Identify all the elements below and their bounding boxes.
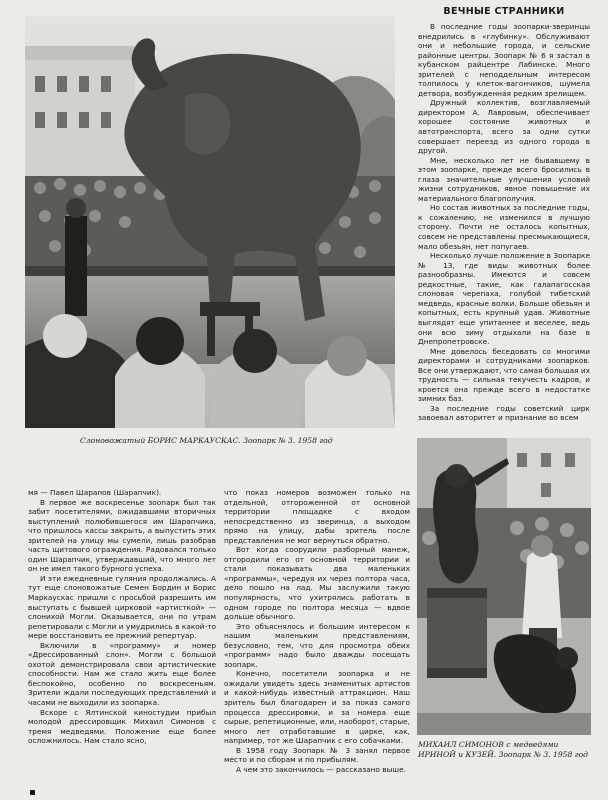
paragraph: Это объяснялось и большим интересом к нашим маленьким представлениям, безусловно, тем, что для просмотра обеих «программ» надо было дважды посещать зоопарк. — [224, 621, 410, 669]
section-title: ВЕЧНЫЕ СТРАННИКИ — [443, 6, 565, 17]
elephant-photo — [25, 16, 395, 428]
paragraph: В первое же воскресенье зоопарк был так забит посетителями, ожидавшими вторичных выступлений полюбившегося им Шарапчика, что пришлось кассы закрыть, а выпустить этих зрителей на улицу мы сумели, лишь разобрав часть щитового ограждения. Радовался только один Шарапчик, утверждавший, что много лет он не имел такого бурного успеха. — [28, 497, 216, 574]
paragraph: Мне, несколько лет не бывавшему в этом зоопарке, прежде всего бросились в глаза значительные улучшения условий жизни сотрудников, явное повышение их материального благополучия. — [418, 155, 590, 203]
paragraph: В последние годы зоопарки-зверинцы внедрились в «глубинку». Обслуживают они и небольшие города, и сельские районные центры. Зоопарк № 6 я застал в кубанском райцентре Лабинске. Много зрителей с неподдельным интересом толпилось у клеток-вагончиков, шумела детвора, возбужденная редким зрелищем. — [418, 22, 590, 98]
paragraph: И эти ежедневные гуляния продолжались. А тут еще слоновожатые Семен Бордин и Борис Маркаускас пришли с просьбой разрешить им выступать с бывшей цирковой «артисткой» — слонихой Могли. Оказывается, они по утрам репетировали с Могли и умудрились в какой-то мере восстановить ее прежний репертуар. — [28, 573, 216, 641]
elephant-photo-illustration — [25, 16, 395, 428]
lower-text-column-middle — [224, 488, 410, 774]
page-marker — [30, 790, 35, 795]
paragraph: А чем это закончилось — рассказано выше. — [236, 764, 406, 774]
right-text-column — [418, 22, 590, 423]
paragraph: Конечно, посетители зоопарка и не ожидали увидеть здесь знаменитых артистов и какой-нибудь известный аттракцион. Наш зритель был благодарен и за показ самого процесса дрессировки, и за номера еще сырые, репетиционные, или, наоборот, старые, много лет отработавшие в цирке, как, например, тот же Шарапчик с его собачками. — [224, 669, 410, 746]
paragraph: что показ номеров возможен только на отдельной, отгороженной от основной территории площадке с входом непосредственно из зверинца, а выходом прямо на улицу, дабы зритель после представления не мог вернуться обратно. — [224, 488, 410, 545]
paragraph: В 1958 году Зоопарк № 3 занял первое место и по сборам и по прибылям. — [224, 745, 410, 765]
paragraph: Вот когда соорудили разборный манеж, отгородили его от основной территории и стали показывать два маленьких «программы», чередуя их через полтора часа, дело пошло на лад. Мы заслужили такую популярность, что ухитрялись работать в одном городе по полтора месяца — вдвое дольше обычного. — [224, 545, 410, 622]
bears-photo-caption: МИХАИЛ СИМОНОВ с медведями ИРИНОЙ и КУЗЕЙ. Зоопарк № 3. 1958 год — [418, 740, 588, 759]
paragraph: Вскоре с Ялтинской киностудии прибыл молодой дрессировщик Михаил Симонов с тремя медведями. Положение еще более осложнилось. Нам стало ясно, — [28, 707, 216, 746]
elephant-photo-caption: Слоновожатый БОРИС МАРКАУСКАС. Зоопарк № 3. 1958 год — [80, 436, 333, 445]
paragraph: Несколько лучше положение в Зоопарке № 13, где виды животных более разнообразны. Имеются и совсем редкостные, такие, как галапагосская слоновая черепаха, голубой тибетский медведь, красные волки. Больше обезьян и копытных, есть крупный удав. Животные выглядят еще упитаннее и веселее, ведь они всю зиму отдыхали на базе в Днепропетровске. — [418, 251, 590, 347]
lower-text-column-left — [28, 488, 216, 746]
bears-photo — [417, 438, 591, 735]
paragraph: Мне довелось беседовать со многими директорами и сотрудниками зоопарков. Все они утверждают, что самая большая их трудность — сильная текучесть кадров, и кроется она прежде всего в недостатке зимних баз. — [418, 346, 590, 404]
paragraph: Включили в «программу» и номер «Дрессированный слон». Могли с большой охотой демонстрировала свои артистические способности. Нам же стало жить еще более беспокойно, особенно по воскресеньям. Зрители ждали последующих представлений и часами не выходили из зоопарка. — [28, 640, 216, 708]
bears-photo-illustration — [417, 438, 591, 735]
paragraph: Но состав животных за последние годы, к сожалению, не изменился в лучшую сторону. Почти не осталось копытных, совсем не представлены пресмыкающиеся, мало обезьян, нет попугаев. — [418, 203, 590, 251]
paragraph: мя — Павел Шарапов (Шарапчик). — [28, 488, 162, 497]
paragraph: Дружный коллектив, возглавляемый директором А. Лавровым, обеспечивает хорошее состояние животных и автотранспорта, всего за одни сутки совершает переезд из одного города в другой. — [418, 98, 590, 156]
paragraph: За последние годы советский цирк завоевал авторитет и признание во всем — [418, 403, 590, 423]
